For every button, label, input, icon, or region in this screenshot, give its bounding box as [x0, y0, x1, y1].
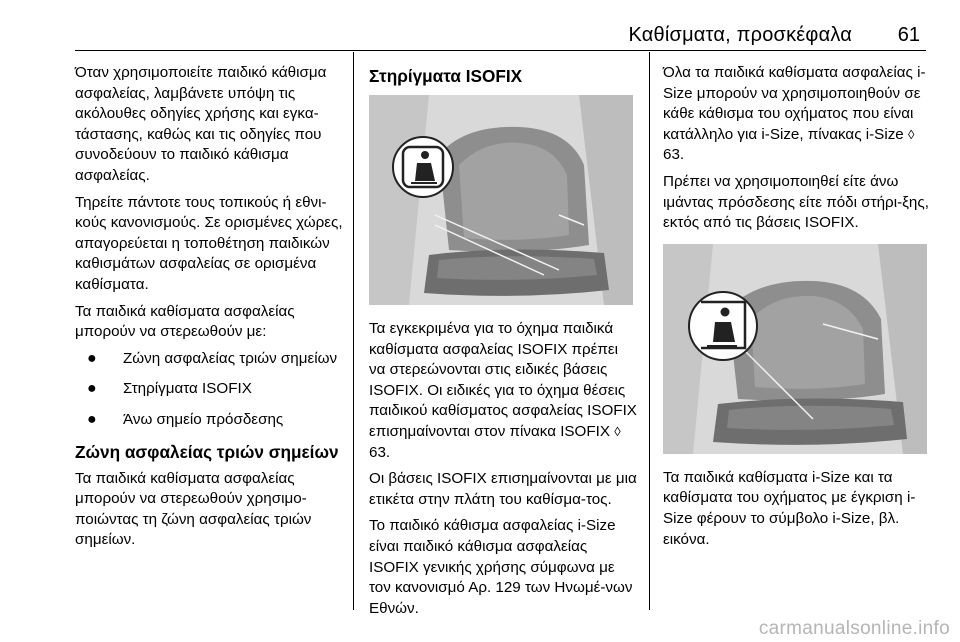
column-1 — [75, 63, 347, 557]
bullet-icon: ● — [87, 410, 97, 428]
bullet-icon: ● — [87, 380, 97, 398]
header-divider — [75, 50, 926, 51]
isofix-seat-figure — [369, 95, 633, 305]
column-3 — [663, 63, 931, 556]
bullet-icon: ● — [87, 349, 97, 367]
section-heading: Στηρίγματα ISOFIX — [369, 66, 523, 86]
page-number: 61 — [897, 24, 920, 46]
page-reference: 63. — [663, 146, 685, 164]
list-item — [75, 410, 347, 431]
paragraph: Πρέπει να χρησιμοποιηθεί είτε άνω ιμάντας πρόσδεσης είτε πόδι στήρι-ξης, εκτός από τις βάσεις ISOFIX. — [663, 172, 929, 232]
page-reference-icon: ◊ — [907, 126, 915, 142]
paragraph: Οι βάσεις ISOFIX επισημαίνονται με μια ετικέτα στην πλάτη του καθίσμα-τος. — [369, 470, 637, 508]
paragraph: Τα παιδικά καθίσματα i-Size και τα καθίσματα του οχήματος με έγκριση i-Size φέρουν το σύμβολο i-Size, βλ. εικόνα. — [663, 468, 916, 548]
column-divider — [353, 52, 354, 610]
page-title: Καθίσματα, προσκέφαλα — [628, 24, 852, 46]
paragraph: Το παιδικό κάθισμα ασφαλείας i-Size είναι παιδικό κάθισμα ασφαλείας ISOFIX γενικής χρήσης σύμφωνα με τον κανονισμό Αρ. 129 των Ηνωμέ-νων Εθνών. — [369, 517, 633, 617]
watermark: carmanualsonline.info — [758, 618, 950, 639]
rear-seat-illustration — [663, 244, 927, 454]
paragraph: Τα παιδικά καθίσματα ασφαλείας μπορούν να στερεωθούν με: — [75, 302, 295, 341]
list-item-text: Στηρίγματα ISOFIX — [123, 380, 252, 398]
page-header — [0, 0, 960, 50]
paragraph — [369, 319, 637, 463]
list-item-text: Ζώνη ασφαλείας τριών σημείων — [123, 349, 338, 367]
page-reference: 63. — [369, 443, 391, 461]
paragraph-text: Τα εγκεκριμένα για το όχημα παιδικά καθίσματα ασφαλείας ISOFIX πρέπει να στερεώνονται στις ειδικές βάσεις ISOFIX. Οι ειδικές για το όχημα θέσεις παιδικού καθίσματος ασφαλείας ISOFIX επισημαίνονται στον πίνακα ISOFIX — [369, 320, 637, 440]
paragraph-text: Όλα τα παιδικά καθίσματα ασφαλείας i-Size μπορούν να χρησιμοποιηθούν σε κάθε κάθισμα του οχήματος που είναι κατάλληλο για i-Size, πίνακας i-Size — [663, 64, 926, 143]
list-item — [75, 379, 347, 400]
paragraph — [663, 63, 931, 166]
column-divider — [649, 52, 650, 610]
list-item-text: Άνω σημείο πρόσδεσης — [123, 410, 284, 428]
paragraph: Τα παιδικά καθίσματα ασφαλείας μπορούν να στερεωθούν χρησιμο-ποιώντας τη ζώνη ασφαλείας τριών σημείων. — [75, 469, 312, 549]
paragraph: Όταν χρησιμοποιείτε παιδικό κάθισμα ασφαλείας, λαμβάνετε υπόψη τις ακόλουθες οδηγίες χρήσης και εγκα-τάστασης, καθώς και τις οδηγίες που συνοδεύουν το παιδικό κάθισμα ασφαλείας. — [75, 64, 327, 184]
column-2 — [369, 63, 637, 625]
paragraph: Τηρείτε πάντοτε τους τοπικούς ή εθνι-κούς κανονισμούς. Σε ορισμένες χώρες, απαγορεύεται η τοποθέτηση παιδικών καθισμάτων ασφαλείας σε ορισμένα καθίσματα. — [75, 193, 343, 293]
list-item — [75, 349, 347, 370]
rear-seat-illustration — [369, 95, 633, 305]
i-size-seat-figure — [663, 244, 927, 454]
page-reference-icon: ◊ — [614, 423, 621, 439]
section-heading: Ζώνη ασφαλείας τριών σημείων — [75, 441, 339, 462]
bullet-list — [75, 349, 347, 431]
